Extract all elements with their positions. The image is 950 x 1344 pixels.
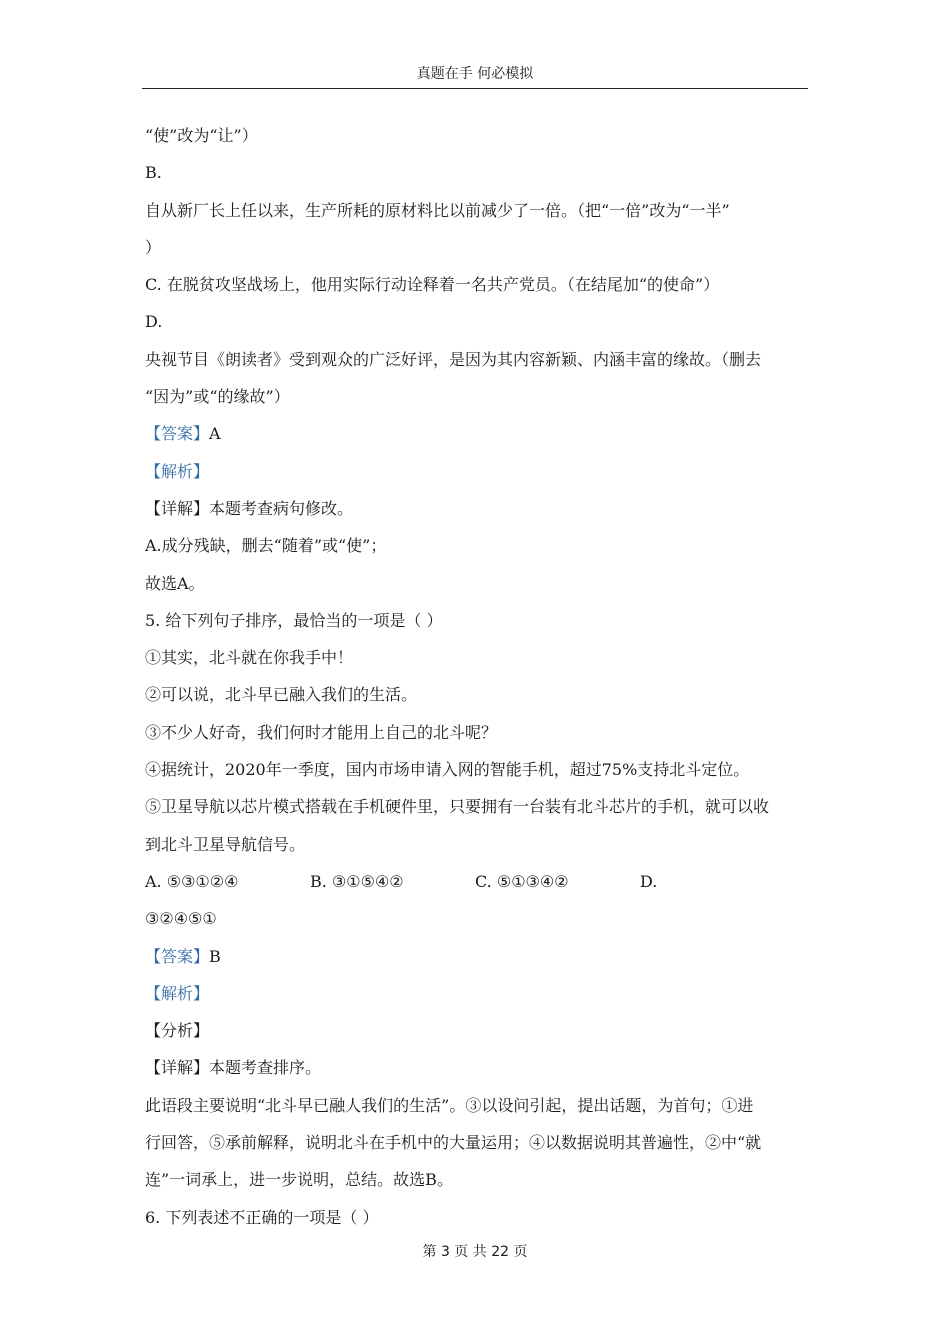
answer-line xyxy=(145,415,805,452)
page-header: 真题在手 何必模拟 xyxy=(416,66,534,82)
question-sentence: ②可以说，北斗早已融入我们的生活。 xyxy=(145,685,418,705)
text-line: “使”改为“让”） xyxy=(145,126,258,145)
option-a: A. ⑤③①②④ xyxy=(145,871,239,891)
text-line: 自从新厂长上任以来，生产所耗的原材料比以前减少了一倍。（把“一倍”改为“一半” xyxy=(145,200,730,220)
option-d: D. xyxy=(640,871,658,891)
option-b: B. ③①⑤④② xyxy=(310,871,404,891)
question-sentence: ①其实，北斗就在你我手中！ xyxy=(145,648,354,668)
detail-line: 【分析】 xyxy=(145,1021,210,1041)
detail-line: A.成分残缺，删去“随着”或“使”； xyxy=(145,536,387,556)
analysis-tag: 【解析】 xyxy=(145,983,210,1003)
document-body xyxy=(145,117,805,1236)
detail-line: 故选A。 xyxy=(145,573,205,593)
text-line: D. xyxy=(145,312,163,332)
answer-value: A xyxy=(209,424,221,444)
text-line: “因为”或“的缘故”） xyxy=(145,387,290,407)
analysis-tag: 【解析】 xyxy=(145,461,210,481)
text-line: C. 在脱贫攻坚战场上，他用实际行动诠释着一名共产党员。（在结尾加“的使命”） xyxy=(145,275,720,295)
question-sentence: ④据统计，2020年一季度，国内市场申请入网的智能手机，超过75%支持北斗定位。 xyxy=(145,760,750,780)
detail-line: 连”一词承上，进一步说明，总结。故选B。 xyxy=(145,1170,453,1190)
detail-line: 【详解】本题考查排序。 xyxy=(145,1058,322,1078)
answer-tag: 【答案】 xyxy=(145,946,210,966)
question-sentence: ⑤卫星导航以芯片模式搭载在手机硬件里，只要拥有一台装有北斗芯片的手机，就可以收 xyxy=(145,797,770,817)
question-sentence: 到北斗卫星导航信号。 xyxy=(145,834,306,854)
answer-tag: 【答案】 xyxy=(145,424,210,444)
text-line: ） xyxy=(145,237,162,257)
detail-line: 行回答，⑤承前解释，说明北斗在手机中的大量运用；④以数据说明其普遍性，②中“就 xyxy=(145,1133,762,1153)
option-d-text: ③②④⑤① xyxy=(145,909,217,929)
analysis-line xyxy=(145,975,805,1012)
page-footer: 第 3 页 共 22 页 xyxy=(422,1244,528,1260)
text-line: B. xyxy=(145,163,162,183)
header-divider xyxy=(142,88,808,89)
text-line: 央视节目《朗读者》受到观众的广泛好评，是因为其内容新颖、内涵丰富的缘故。（删去 xyxy=(145,349,762,369)
question-stem: 6. 下列表述不正确的一项是（ ） xyxy=(145,1207,379,1227)
detail-line: 【详解】本题考查病句修改。 xyxy=(145,498,354,518)
question-sentence: ③不少人好奇，我们何时才能用上自己的北斗呢？ xyxy=(145,722,498,742)
option-row xyxy=(145,863,805,900)
option-c: C. ⑤①③④② xyxy=(475,871,569,891)
answer-value: B xyxy=(209,946,221,966)
analysis-line xyxy=(145,453,805,490)
answer-line xyxy=(145,938,805,975)
question-stem: 5. 给下列句子排序，最恰当的一项是（ ） xyxy=(145,610,443,630)
detail-line: 此语段主要说明“北斗早已融人我们的生活”。③以设问引起，提出话题，为首句；①进 xyxy=(145,1095,754,1115)
